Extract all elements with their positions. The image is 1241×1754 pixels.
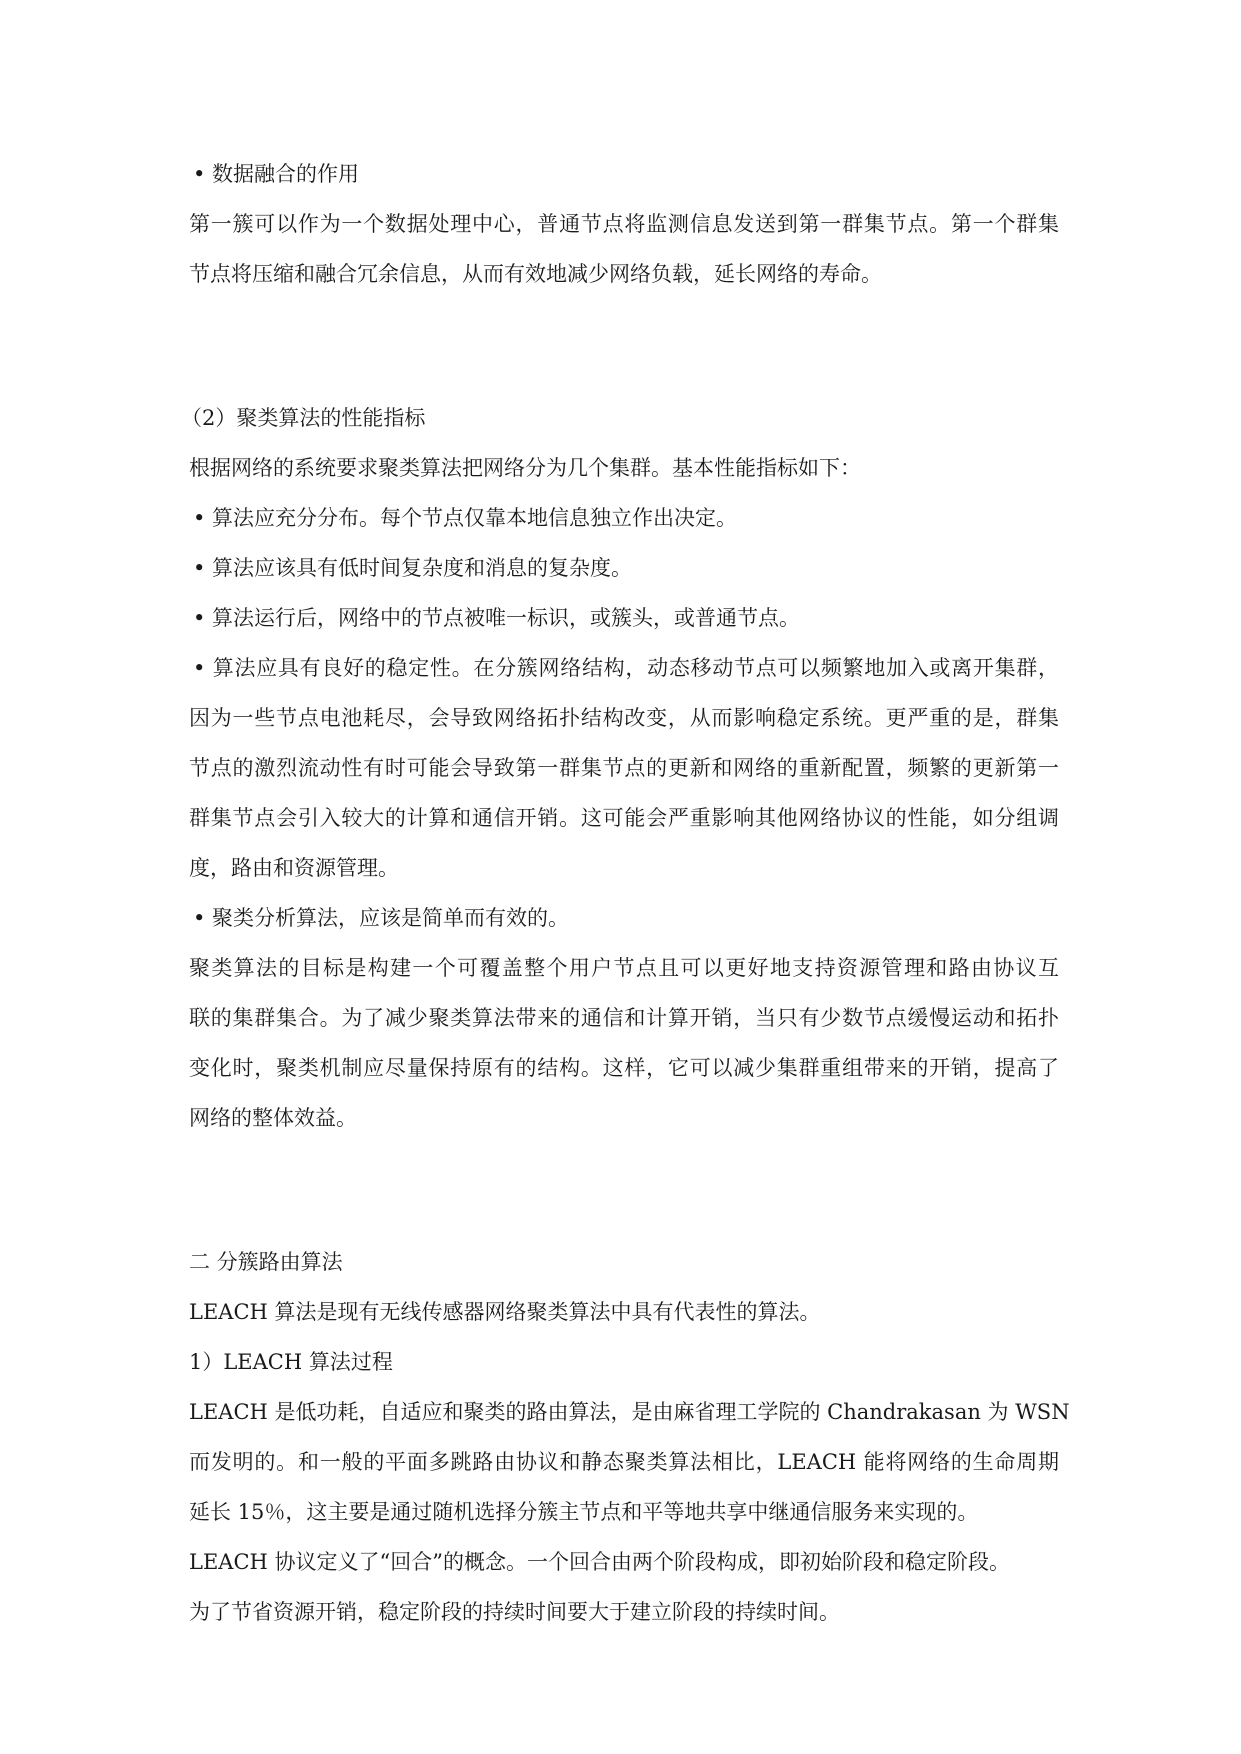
paragraph-line: 因为一些节点电池耗尽，会导致网络拓扑结构改变，从而影响稳定系统。更严重的是，群集 bbox=[189, 706, 1059, 730]
bullet-item: • 算法应具有良好的稳定性。在分簇网络结构，动态移动节点可以频繁地加入或离开集群， bbox=[193, 656, 1059, 680]
bullet-item: • 算法应充分分布。每个节点仅靠本地信息独立作出决定。 bbox=[193, 506, 738, 530]
bullet-heading-data-fusion: • 数据融合的作用 bbox=[193, 162, 360, 186]
paragraph-line: 节点将压缩和融合冗余信息，从而有效地减少网络负载，延长网络的寿命。 bbox=[189, 262, 882, 286]
paragraph-line: 聚类算法的目标是构建一个可覆盖整个用户节点且可以更好地支持资源管理和路由协议互 bbox=[189, 956, 1059, 980]
subsection-heading-leach-process: 1）LEACH 算法过程 bbox=[189, 1350, 393, 1374]
paragraph-line: 根据网络的系统要求聚类算法把网络分为几个集群。基本性能指标如下： bbox=[189, 456, 861, 480]
bullet-item: • 算法运行后，网络中的节点被唯一标识，或簇头，或普通节点。 bbox=[193, 606, 801, 630]
paragraph-line: 群集节点会引入较大的计算和通信开销。这可能会严重影响其他网络协议的性能，如分组调 bbox=[189, 806, 1059, 830]
paragraph-line: 而发明的。和一般的平面多跳路由协议和静态聚类算法相比，LEACH 能将网络的生命周期 bbox=[189, 1450, 1059, 1474]
paragraph-line: 节点的激烈流动性有时可能会导致第一群集节点的更新和网络的重新配置，频繁的更新第一 bbox=[189, 756, 1059, 780]
paragraph-line: 延长 15％，这主要是通过随机选择分簇主节点和平等地共享中继通信服务来实现的。 bbox=[189, 1500, 979, 1524]
section-heading-cluster-routing: 二 分簇路由算法 bbox=[189, 1250, 343, 1274]
paragraph-line: 网络的整体效益。 bbox=[189, 1106, 357, 1130]
paragraph-line: LEACH 是低功耗，自适应和聚类的路由算法，是由麻省理工学院的 Chandrakasan 为 WSN bbox=[189, 1400, 1070, 1424]
bullet-item: • 聚类分析算法，应该是简单而有效的。 bbox=[193, 906, 570, 930]
paragraph-line: 变化时，聚类机制应尽量保持原有的结构。这样，它可以减少集群重组带来的开销，提高了 bbox=[189, 1056, 1059, 1080]
bullet-item: • 算法应该具有低时间复杂度和消息的复杂度。 bbox=[193, 556, 633, 580]
paragraph-line: LEACH 算法是现有无线传感器网络聚类算法中具有代表性的算法。 bbox=[189, 1300, 821, 1324]
paragraph-line: 为了节省资源开销，稳定阶段的持续时间要大于建立阶段的持续时间。 bbox=[189, 1600, 840, 1624]
paragraph-line: 联的集群集合。为了减少聚类算法带来的通信和计算开销，当只有少数节点缓慢运动和拓扑 bbox=[189, 1006, 1059, 1030]
paragraph-line: 第一簇可以作为一个数据处理中心，普通节点将监测信息发送到第一群集节点。第一个群集 bbox=[189, 212, 1059, 236]
paragraph-line: LEACH 协议定义了“回合”的概念。一个回合由两个阶段构成，即初始阶段和稳定阶段。 bbox=[189, 1550, 1010, 1574]
section-heading-performance: （2）聚类算法的性能指标 bbox=[181, 406, 426, 430]
paragraph-line: 度，路由和资源管理。 bbox=[189, 856, 399, 880]
